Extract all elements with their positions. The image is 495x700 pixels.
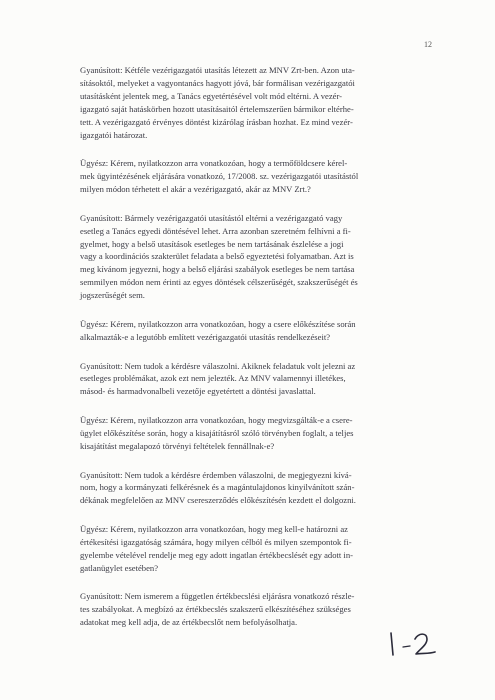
text-line: Ügyész: Kérem, nyilatkozzon arra vonatkozóan, hogy a termőföldcsere kérel- xyxy=(80,158,348,169)
text-line: sításoktól, melyeket a vagyontanács hagyott jóvá, bár formálisan vezérigazgatói xyxy=(80,77,355,88)
text-line: Ügyész: Kérem, nyilatkozzon arra vonatkozóan, hogy megvizsgálták-e a csere- xyxy=(80,415,353,426)
text-line: dékának megfelelően az MNV csereszerződés előkészítésén kezdett el dolgozni. xyxy=(80,495,356,506)
paragraph xyxy=(80,360,437,399)
text-line: tes szabályokat. A megbízó az értékbecslés szakszerű elkészítéséhez szükséges xyxy=(80,604,351,615)
text-line: gatlanügylet esetében? xyxy=(80,562,159,573)
paragraph xyxy=(80,414,437,453)
text-line: vagy a koordinációs szakterület feladata a belső egyeztetési folyamatban. Azt is xyxy=(80,251,354,262)
text-line: másod- és harmadvonalbeli vezetője egyetértett a döntési javaslattal. xyxy=(80,386,316,397)
paragraph xyxy=(80,212,437,302)
text-line: gyelmet, hogy a belső utasítások esetleges be nem tartásának észlelése a jogi xyxy=(80,238,344,249)
text-line: gyelembe vételével rendelje meg egy adott ingatlan értékbecslését egy adott in- xyxy=(80,549,353,560)
paragraph xyxy=(80,590,437,629)
paragraph xyxy=(80,523,437,575)
text-line: meg kívánom jegyezni, hogy a belső eljárási szabályok esetleges be nem tartása xyxy=(80,264,355,275)
text-line: igazgatói határozat. xyxy=(80,129,148,140)
paragraph xyxy=(80,469,437,508)
text-line: tett. A vezérigazgató érvényes döntést kizárólag írásban hozhat. Ez mind vezér- xyxy=(80,116,353,127)
text-line: Ügyész: Kérem, nyilatkozzon arra vonatkozóan, hogy a csere előkészítése során xyxy=(80,318,356,329)
text-line: kisajátítást megalapozó törvényi feltételek fennállnak-e? xyxy=(80,440,275,451)
text-line: Gyanúsított: Nem tudok a kérdésre érdemben válaszolni, de megjegyezni kívá- xyxy=(80,469,352,480)
text-line: adatokat meg kell adja, de az értékbecslőt nem befolyásolhatja. xyxy=(80,617,298,628)
text-line: nom, hogy a kormányzati felkérésnek és a magántulajdonos kinyilvánított szán- xyxy=(80,482,355,493)
text-line: milyen módon térhetett el akár a vezérigazgató, akár az MNV Zrt.? xyxy=(80,184,311,195)
text-line: esetleges problémákat, azok ezt nem jelezték. Az MNV valamennyi illetékes, xyxy=(80,373,346,384)
paragraph xyxy=(80,64,437,141)
text-line: jogszerűségét sem. xyxy=(80,290,145,301)
text-line: mek ügyintézésének eljárására vonatkozó, 17/2008. sz. vezérigazgatói utasítástól xyxy=(80,171,359,182)
handwritten-initials xyxy=(387,627,449,663)
text-line: alkalmazták-e a legutóbb említett vezérigazgatói utasítás rendelkezéseit? xyxy=(80,331,331,342)
paragraph xyxy=(80,318,437,344)
text-line: Gyanúsított: Kétféle vezérigazgatói utasítás létezett az MNV Zrt-ben. Azon uta- xyxy=(80,65,355,75)
text-line: értékesítési igazgatóság számára, hogy milyen célból és milyen szempontok fi- xyxy=(80,536,352,547)
page-number: 12 xyxy=(424,40,432,49)
text-line: semmilyen módon nem érinti az egyes döntések célszerűségét, szakszerűségét és xyxy=(80,277,358,288)
text-line: Ügyész: Kérem, nyilatkozzon arra vonatkozóan, hogy meg kell-e határozni az xyxy=(80,524,348,535)
text-line: Gyanúsított: Nem ismerem a független értékbecslési eljárásra vonatkozó részle- xyxy=(80,591,355,602)
text-line: utasításként jelentek meg, a Tanács egyetértésével volt mód eltérni. A vezér- xyxy=(80,90,343,101)
text-line: ügylet előkészítése során, hogy a kisajátításról szóló törvényben foglalt, a teljes xyxy=(80,427,354,438)
text-line: igazgató saját hatáskörben hozott utasításaitól értelemszerűen bármikor eltérhe- xyxy=(80,103,354,114)
paragraph xyxy=(80,157,437,196)
document-body xyxy=(80,64,437,645)
text-line: Gyanúsított: Bármely vezérigazgatói utasítástól eltérni a vezérigazgató vagy xyxy=(80,212,343,223)
text-line: esetleg a Tanács egyedi döntésével lehet. Arra azonban szeretném felhívni a fi- xyxy=(80,225,351,236)
text-line: Gyanúsított: Nem tudok a kérdésre válaszolni. Akiknek feladatuk volt jelezni az xyxy=(80,360,356,371)
